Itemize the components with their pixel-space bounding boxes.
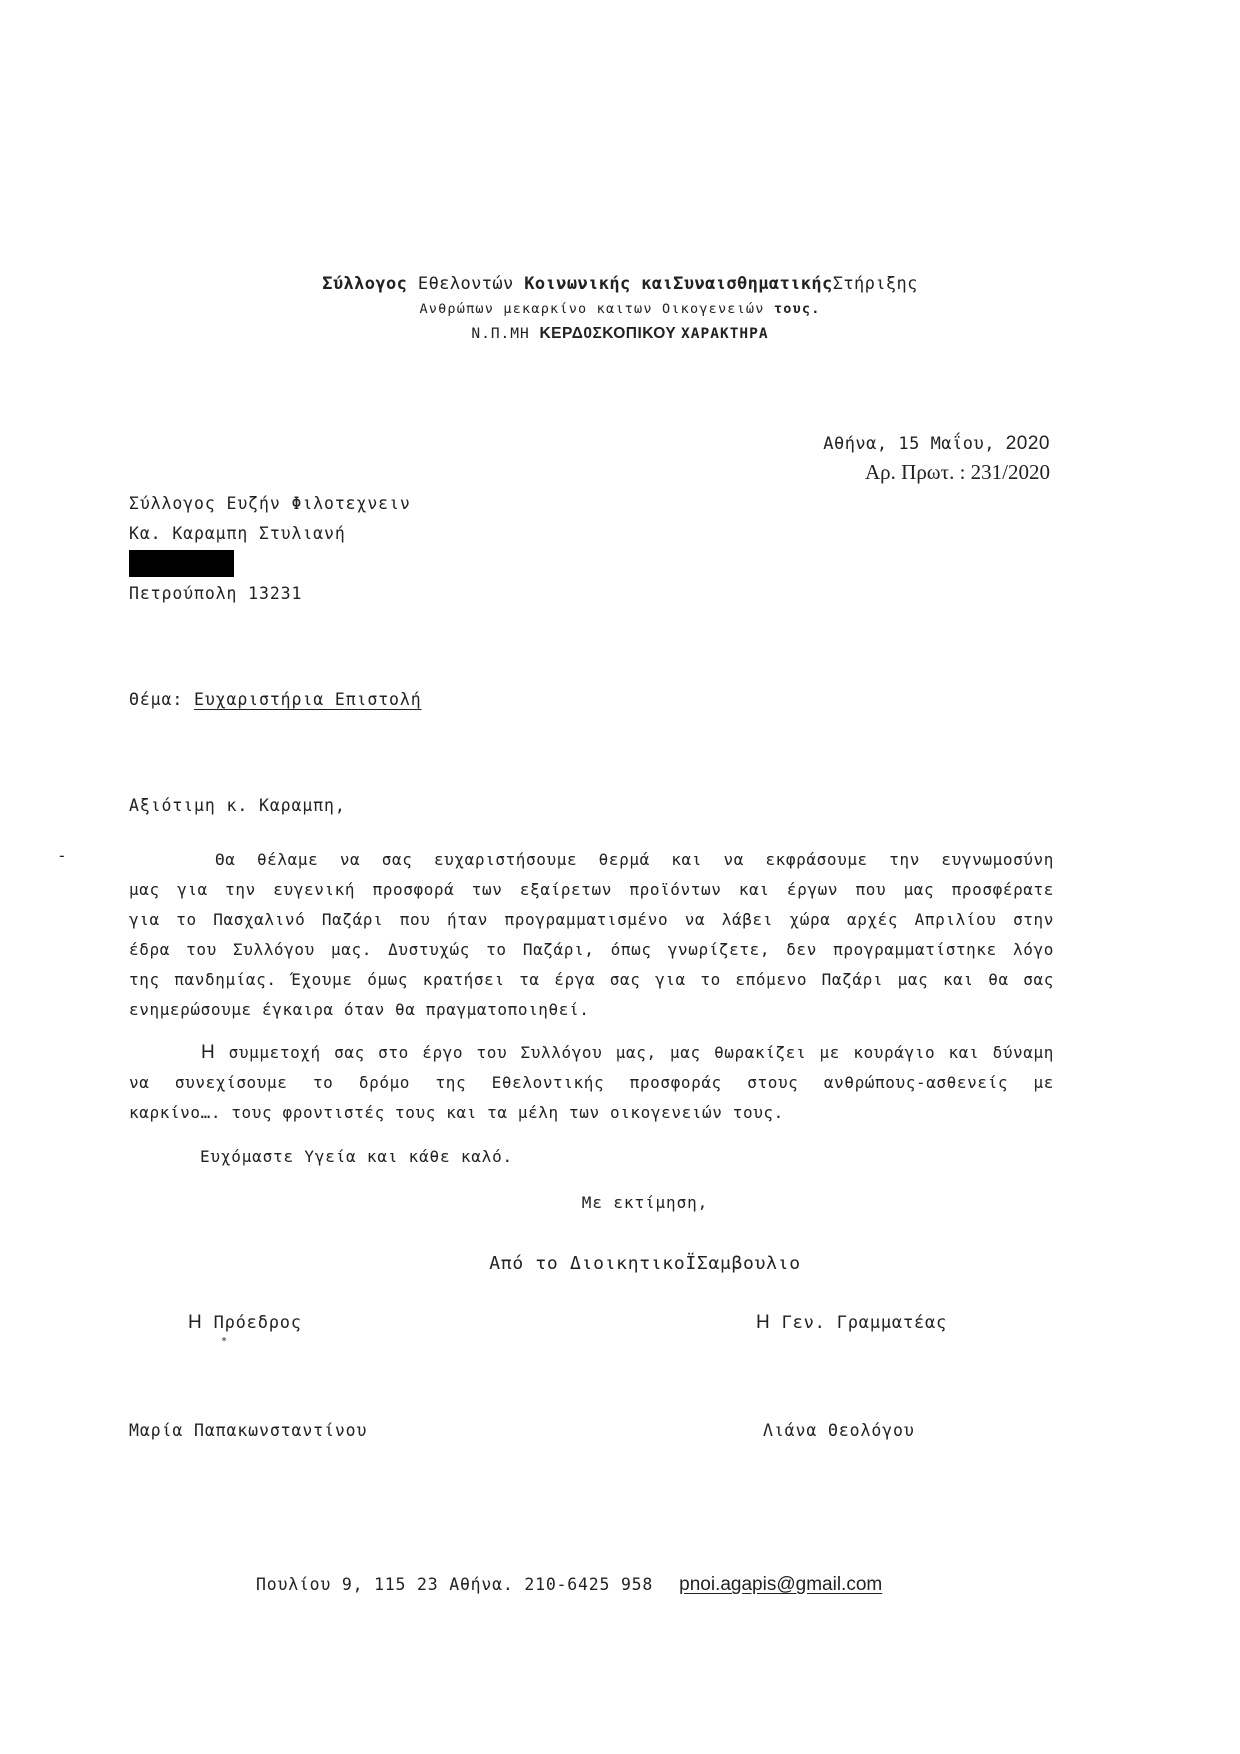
president-mark: * [221, 1336, 228, 1347]
org-name-part-2: Εθελοντών [407, 274, 525, 294]
president-title [188, 1312, 302, 1334]
org-subtitle-bold: τους. [773, 301, 821, 317]
org-legal-bold: ΚΕΡΔ0ΣΚΟΠΙΚΟΥ [539, 325, 682, 342]
paragraph-2-line: καρκίνο…. τους φροντιστές τους και τα μέλη των οικογενειών τους. [129, 1103, 784, 1122]
board-signature-heading: Από το ΔιοικητικοΪΣαμβουλιο [489, 1253, 801, 1274]
letter-date [823, 433, 1050, 455]
date-text: Αθήνα, 15 Μαΐου, [823, 434, 1006, 454]
subject-line [129, 690, 422, 709]
paragraph-1-line: ενημερώσουμε έγκαιρα όταν θα πραγματοποιηθεί. [129, 1000, 590, 1019]
footer-address: Πουλίου 9, 115 23 Αθήνα. 210-6425 958 [256, 1575, 654, 1594]
paragraph-2-first-text: συμμετοχή σας στο έργο του Συλλόγου μας, μας θωρακίζει με κουράγιο και δύναμη [215, 1043, 1054, 1062]
paragraph-2-line: να συνεχίσουμε το δρόμο της Εθελοντικής προσφοράς στους ανθρώπους-ασθενείς με [129, 1073, 1054, 1092]
footer-email-link[interactable]: pnoi.agapis@gmail.com [679, 1574, 883, 1595]
recipient-org: Σύλλογος Ευζήν Φιλοτεχνειν [129, 494, 411, 513]
president-title-cap: Η [188, 1312, 203, 1333]
subject-text: Ευχαριστήρια Επιστολή [194, 690, 422, 709]
org-subtitle-line [0, 301, 1240, 317]
paragraph-1-line: μας για την ευγενική προσφορά των εξαίρετων προϊόντων και έργων που μας προσφέρατε [129, 880, 1054, 899]
footer-contact [256, 1574, 882, 1596]
paragraph-2-line [129, 1038, 1054, 1068]
secretary-title-cap: Η [756, 1312, 771, 1333]
margin-mark: - [57, 846, 67, 865]
recipient-city: Πετρούπολη 13231 [129, 584, 303, 603]
org-name-bold-1: Σύλλογος [322, 274, 408, 294]
org-legal-character: ΧΑΡΑΚΤΗΡΑ [681, 326, 769, 342]
paragraph-1-line: της πανδημίας. Έχουμε όμως κρατήσει τα έργα σας για το επόμενο Παζάρι μας και θα σας [129, 970, 1054, 989]
closing-wishes: Ευχόμαστε Υγεία και κάθε καλό. [200, 1147, 513, 1166]
org-name-bold-3: Κοινωνικής καιΣυναισθηματικής [524, 274, 833, 294]
org-name-part-4: Στήριξης [832, 274, 918, 294]
paragraph-1-line: Θα θέλαμε να σας ευχαριστήσουμε θερμά και να εκφράσουμε την ευγνωμοσύνη [215, 850, 1054, 869]
recipient-name: Κα. Καραμπη Στυλιανή [129, 524, 346, 543]
body-paragraph-2 [129, 1038, 1054, 1128]
body-paragraph-1 [129, 845, 1054, 1025]
paragraph-2-cap: Η [201, 1042, 216, 1063]
secretary-name: Λιάνα Θεολόγου [763, 1421, 915, 1440]
redacted-address [129, 550, 234, 577]
secretary-title [756, 1312, 947, 1334]
closing-regards: Με εκτίμηση, [581, 1193, 709, 1212]
date-year: 2020 [1005, 433, 1050, 454]
paragraph-1-line: για το Πασχαλινό Παζάρι που ήταν προγραμματισμένο να λάβει χώρα αρχές Απριλίου στην [129, 910, 1054, 929]
org-legal-status [0, 325, 1240, 343]
protocol-number: Αρ. Πρωτ. : 231/2020 [865, 460, 1050, 484]
org-legal-prefix: Ν.Π.ΜΗ [471, 326, 540, 342]
org-subtitle-text: Ανθρώπων μεκαρκίνο καιτων Οικογενειών [419, 301, 774, 317]
president-name: Μαρία Παπακωνσταντίνου [129, 1421, 368, 1440]
paragraph-1-line: έδρα του Συλλόγου μας. Δυστυχώς το Παζάρι, όπως γνωρίζετε, δεν προγραμματίστηκε λόγο [129, 940, 1054, 959]
org-name-line [0, 274, 1240, 294]
salutation: Αξιότιμη κ. Καραμπη, [129, 796, 346, 815]
president-title-text: Πρόεδρος [202, 1313, 302, 1333]
secretary-title-text: Γεν. Γραμματέας [770, 1313, 948, 1333]
subject-label: Θέμα: [129, 690, 184, 709]
